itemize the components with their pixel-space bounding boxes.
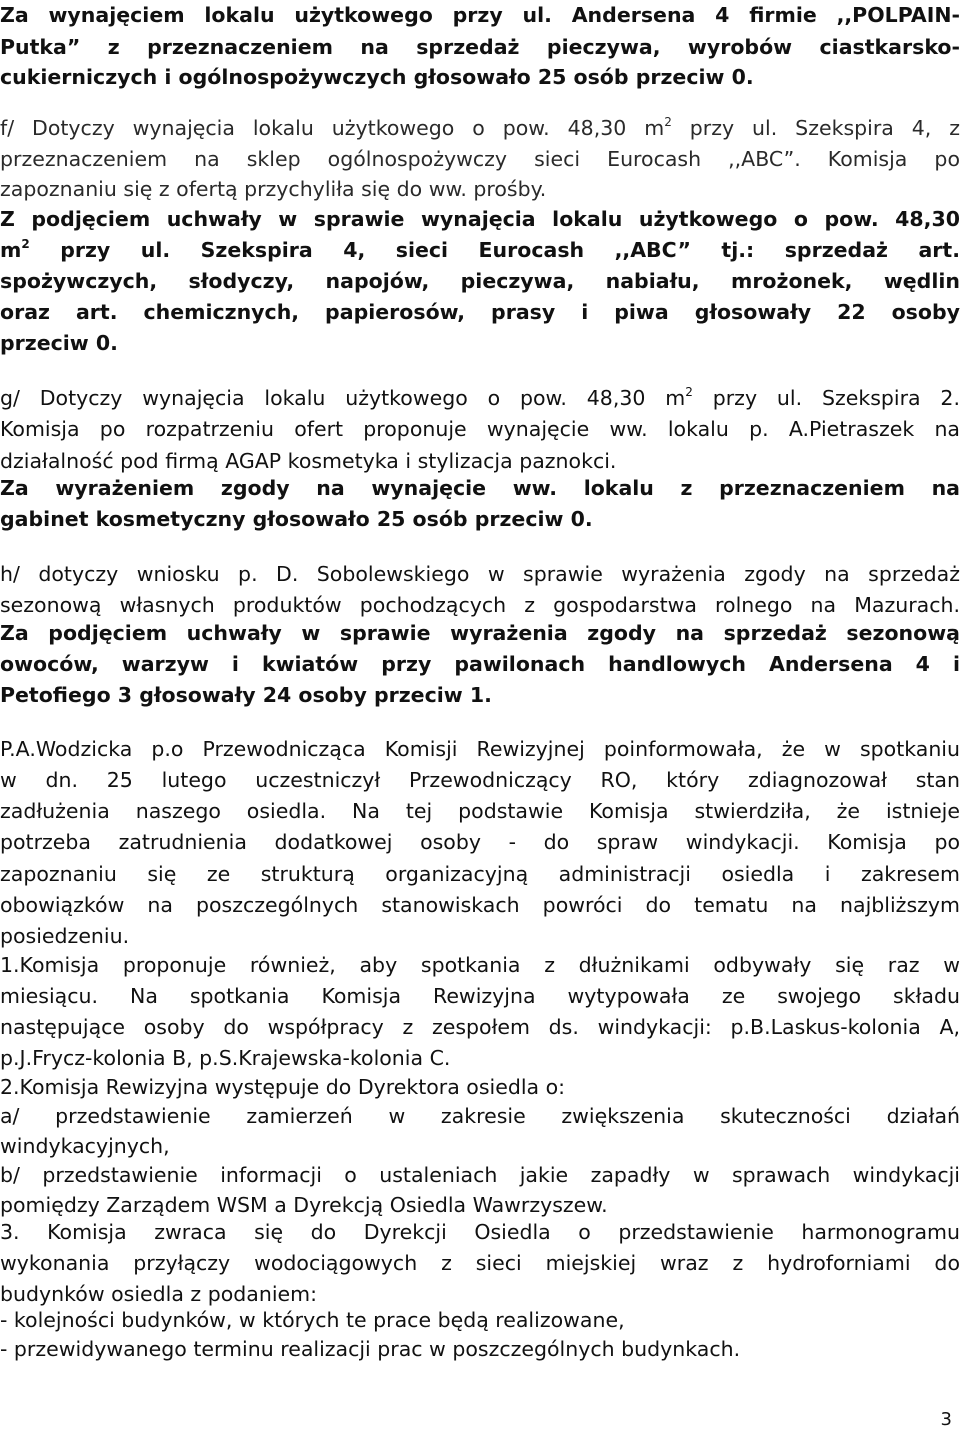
- report-line: w dn. 25 lutego uczestniczył Przewodniczący RO, który zdiagnozował stan: [0, 768, 960, 792]
- report-line: 2.Komisja Rewizyjna występuje do Dyrektora osiedla o:: [0, 1075, 566, 1099]
- item-g-line: [0, 383, 960, 413]
- item-f-line: przeznaczeniem na sklep ogólnospożywczy sieci Eurocash ,,ABC”. Komisja po: [0, 147, 960, 171]
- text-span: przy ul. Szekspira 2.: [692, 386, 960, 410]
- text-span: f/ Dotyczy wynajęcia lokalu użytkowego o pow. 48,30 m: [0, 116, 665, 140]
- resolution-line: Petofiego 3 głosowały 24 osoby przeciw 1.: [0, 683, 492, 707]
- item-h-line: sezonową własnych produktów pochodzących z gospodarstwa rolnego na Mazurach.: [0, 593, 960, 617]
- report-line: windykacyjnych,: [0, 1134, 170, 1158]
- text-span: przy ul. Szekspira 4, sieci Eurocash ,,ABC” tj.: sprzedaż art.: [29, 238, 960, 262]
- resolution-line: Za podjęciem uchwały w sprawie wyrażenia zgody na sprzedaż sezonową: [0, 621, 960, 645]
- report-line: potrzeba zatrudnienia dodatkowej osoby - do spraw windykacji. Komisja po: [0, 830, 960, 854]
- report-line: b/ przedstawienie informacji o ustaleniach jakie zapadły w sprawach windykacji: [0, 1163, 960, 1187]
- superscript: 2: [21, 237, 30, 252]
- report-line: miesiącu. Na spotkania Komisja Rewizyjna wytypowała ze swojego składu: [0, 984, 960, 1008]
- report-line: 1.Komisja proponuje również, aby spotkania z dłużnikami odbywały się raz w: [0, 953, 960, 977]
- report-line: zapoznaniu się ze strukturą organizacyjną administracji osiedla i zakresem: [0, 862, 960, 886]
- report-line: wykonania przyłączy wodociągowych z sieci miejskiej wraz z hydroforniami do: [0, 1251, 960, 1275]
- report-line: a/ przedstawienie zamierzeń w zakresie zwiększenia skuteczności działań: [0, 1104, 960, 1128]
- report-line: posiedzeniu.: [0, 924, 130, 948]
- item-h-line: h/ dotyczy wniosku p. D. Sobolewskiego w sprawie wyrażenia zgody na sprzedaż: [0, 562, 960, 586]
- report-line: zadłużenia naszego osiedla. Na tej podstawie Komisja stwierdziła, że istnieje: [0, 799, 960, 823]
- resolution-line: przeciw 0.: [0, 331, 118, 355]
- text-span: m: [0, 238, 22, 262]
- item-f-line: zapoznaniu się z ofertą przychyliła się do ww. prośby.: [0, 177, 547, 201]
- report-line: pomiędzy Zarządem WSM a Dyrekcją Osiedla Wawrzyszew.: [0, 1193, 608, 1217]
- page-number: 3: [940, 1409, 952, 1430]
- report-line: p.J.Frycz-kolonia B, p.S.Krajewska-kolonia C.: [0, 1046, 451, 1070]
- report-line: 3. Komisja zwraca się do Dyrekcji Osiedla o przedstawienie harmonogramu: [0, 1220, 960, 1244]
- resolution-line: [0, 235, 960, 265]
- resolution-line: spożywczych, słodyczy, napojów, pieczywa, nabiału, mrożonek, wędlin: [0, 269, 960, 293]
- resolution-line: oraz art. chemicznych, papierosów, prasy i piwa głosowały 22 osoby: [0, 300, 960, 324]
- vote-line: Putka” z przeznaczeniem na sprzedaż pieczywa, wyrobów ciastkarsko-: [0, 35, 960, 59]
- report-line: obowiązków na poszczególnych stanowiskach powróci do tematu na najbliższym: [0, 893, 960, 917]
- text-span: g/ Dotyczy wynajęcia lokalu użytkowego o pow. 48,30 m: [0, 386, 686, 410]
- resolution-line: gabinet kosmetyczny głosowało 25 osób przeciw 0.: [0, 507, 593, 531]
- vote-line: cukierniczych i ogólnospożywczych głosowało 25 osób przeciw 0.: [0, 65, 754, 89]
- text-span: przy ul. Szekspira 4, z: [671, 116, 960, 140]
- superscript: 2: [664, 115, 672, 130]
- report-line: następujące osoby do współpracy z zespołem ds. windykacji: p.B.Laskus-kolonia A,: [0, 1015, 960, 1039]
- vote-line: Za wynajęciem lokalu użytkowego przy ul. Andersena 4 firmie ,,POLPAIN-: [0, 3, 960, 27]
- item-g-line: Komisja po rozpatrzeniu ofert proponuje wynajęcie ww. lokalu p. A.Pietraszek na: [0, 417, 960, 441]
- report-line: budynków osiedla z podaniem:: [0, 1282, 318, 1306]
- item-g-line: działalność pod firmą AGAP kosmetyka i stylizacja paznokci.: [0, 449, 617, 473]
- resolution-line: Za wyrażeniem zgody na wynajęcie ww. lokalu z przeznaczeniem na: [0, 476, 960, 500]
- superscript: 2: [685, 385, 693, 400]
- item-f-line: [0, 113, 960, 143]
- report-line: P.A.Wodzicka p.o Przewodnicząca Komisji Rewizyjnej poinformowała, że w spotkaniu: [0, 737, 960, 761]
- report-line: - kolejności budynków, w których te prace będą realizowane,: [0, 1308, 625, 1332]
- report-line: - przewidywanego terminu realizacji prac w poszczególnych budynkach.: [0, 1337, 741, 1361]
- resolution-line: Z podjęciem uchwały w sprawie wynajęcia lokalu użytkowego o pow. 48,30: [0, 207, 960, 231]
- resolution-line: owoców, warzyw i kwiatów przy pawilonach handlowych Andersena 4 i: [0, 652, 960, 676]
